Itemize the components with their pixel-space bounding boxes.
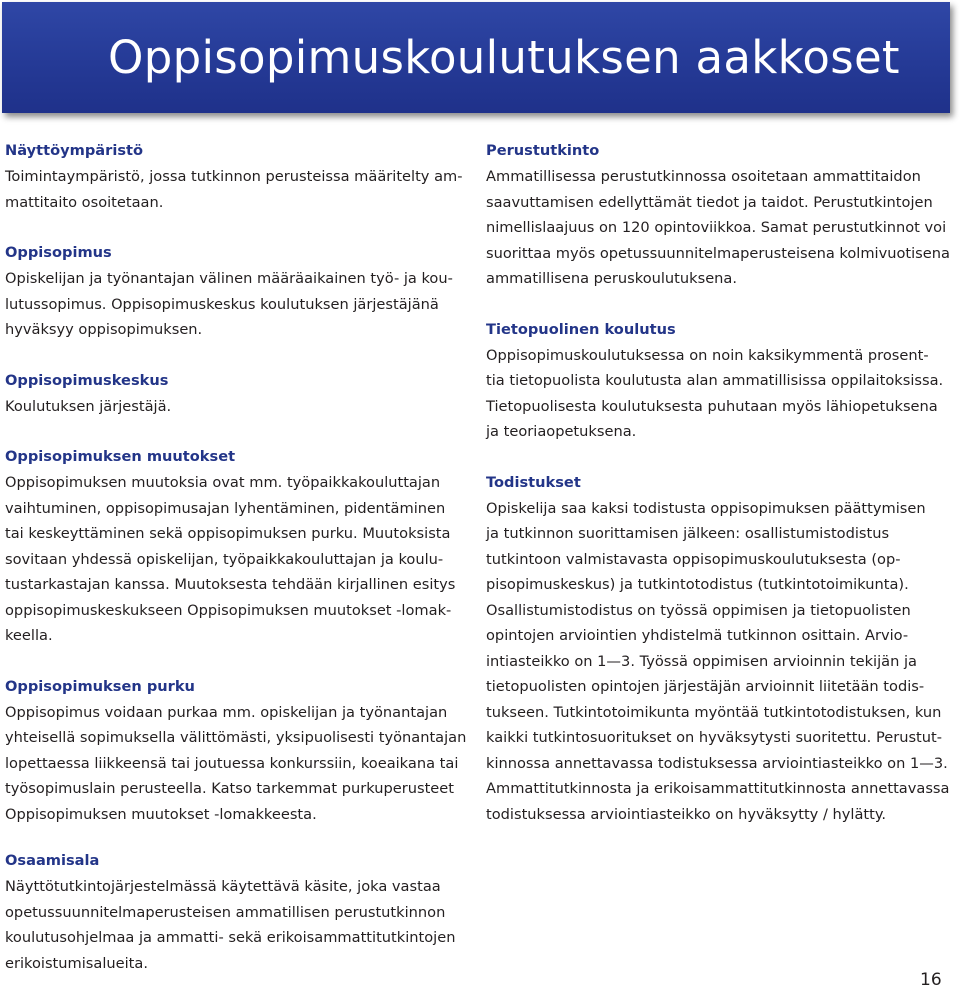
text-line: lutussopimus. Oppisopimuskeskus koulutuksen järjestäjänä bbox=[5, 295, 439, 313]
text-line: lopettaessa liikkeensä tai joutuessa konkurssiin, koeaikana tai bbox=[5, 754, 459, 772]
section-oppisopimuksen-purku bbox=[5, 674, 465, 828]
text-line: nimellislaajuus on 120 opintoviikkoa. Samat perustutkinnot voi bbox=[486, 219, 947, 236]
section-body bbox=[5, 470, 465, 649]
text-line: ammatillisena peruskoulutuksena. bbox=[486, 270, 738, 287]
section-heading: Perustutkinto bbox=[486, 142, 600, 159]
text-line: ja tutkinnon suorittamisen jälkeen: osallistumistodistus bbox=[486, 525, 890, 542]
text-line: saavuttamisen edellyttämät tiedot ja taidot. Perustutkintojen bbox=[486, 193, 933, 211]
section-body bbox=[486, 496, 954, 828]
section-body bbox=[5, 266, 465, 343]
text-line: kaikki tutkintosuoritukset on hyväksytysti suoritettu. Perustut- bbox=[486, 729, 943, 746]
section-oppisopimuksen-muutokset bbox=[5, 444, 465, 649]
text-line: Oppisopimus voidaan purkaa mm. opiskelijan ja työnantajan bbox=[5, 703, 448, 721]
text-line: Opiskelijan ja työnantajan välinen määräaikainen työ- ja kou- bbox=[5, 270, 453, 287]
section-nayttoymparisto bbox=[5, 138, 465, 215]
page-title: Oppisopimuskoulutuksen aakkoset bbox=[108, 31, 900, 84]
text-line: intiasteikko on 1—3. Työssä oppimisen arvioinnin tekijän ja bbox=[486, 652, 917, 670]
section-body bbox=[5, 874, 475, 976]
section-heading: Oppisopimus bbox=[5, 244, 112, 261]
text-line: ja teoriaopetuksena. bbox=[486, 423, 637, 440]
text-line: tustarkastajan kanssa. Muutoksesta tehdään kirjallinen esitys bbox=[5, 576, 456, 593]
text-line: suorittaa myös opetussuunnitelmaperusteisena kolmivuotisena bbox=[486, 244, 950, 262]
section-body bbox=[5, 394, 465, 420]
text-line: opintojen arviointien yhdistelmä tutkinnon osittain. Arvio- bbox=[486, 627, 909, 644]
text-line: Koulutuksen järjestäjä. bbox=[5, 397, 172, 415]
text-line: koulutusohjelmaa ja ammatti- sekä erikoisammattitutkintojen bbox=[5, 929, 456, 946]
text-line: vaihtuminen, oppisopimusajan lyhentäminen, pidentäminen bbox=[5, 499, 446, 517]
section-heading: Oppisopimuskeskus bbox=[5, 371, 169, 389]
section-oppisopimus bbox=[5, 240, 465, 343]
text-line: mattitaito osoitetaan. bbox=[5, 193, 164, 211]
text-line: tietopuolisten opintojen järjestäjän arvioinnit liitetään todis- bbox=[486, 678, 925, 695]
section-body bbox=[5, 164, 465, 215]
text-line: työsopimuslain perusteella. Katso tarkemmat purkuperusteet bbox=[5, 780, 454, 797]
section-heading: Oppisopimuksen purku bbox=[5, 677, 195, 695]
text-line: Oppisopimuksen muutokset -lomakkeesta. bbox=[5, 805, 317, 823]
text-line: Toimintaympäristö, jossa tutkinnon perusteissa määritelty am- bbox=[5, 168, 463, 185]
section-body bbox=[5, 700, 465, 828]
text-line: tutkintoon valmistavasta oppisopimuskoulutuksesta (op- bbox=[486, 550, 901, 568]
section-body bbox=[486, 343, 954, 445]
page-number: 16 bbox=[920, 970, 942, 990]
text-line: opetussuunnitelmaperusteisen ammatillisen perustutkinnon bbox=[5, 903, 446, 921]
title-banner bbox=[2, 2, 950, 113]
section-perustutkinto bbox=[486, 138, 954, 292]
section-oppisopimuskeskus bbox=[5, 368, 465, 420]
section-heading: Todistukset bbox=[486, 473, 581, 491]
text-line: sovitaan yhdessä opiskelijan, työpaikkakouluttajan ja koulu- bbox=[5, 550, 444, 568]
text-line: erikoistumisalueita. bbox=[5, 954, 148, 972]
left-column bbox=[5, 138, 465, 852]
text-line: tia tietopuolista koulutusta alan ammatillisissa oppilaitoksissa. bbox=[486, 372, 944, 389]
text-line: Näyttötutkintojärjestelmässä käytettävä käsite, joka vastaa bbox=[5, 878, 441, 895]
text-line: Oppisopimuskoulutuksessa on noin kaksikymmentä prosent- bbox=[486, 346, 929, 364]
section-osaamisala bbox=[5, 848, 475, 976]
section-heading: Oppisopimuksen muutokset bbox=[5, 448, 236, 465]
text-line: Ammatillisessa perustutkinnossa osoitetaan ammattitaidon bbox=[486, 168, 921, 185]
text-line: oppisopimuskeskukseen Oppisopimuksen muutokset -lomak- bbox=[5, 601, 452, 619]
section-heading: Tietopuolinen koulutus bbox=[486, 320, 676, 338]
text-line: Ammattitutkinnosta ja erikoisammattitutkinnosta annettavassa bbox=[486, 780, 950, 797]
text-line: Osallistumistodistus on työssä oppimisen ja tietopuolisten bbox=[486, 601, 911, 619]
text-line: keella. bbox=[5, 627, 53, 644]
section-heading: Näyttöympäristö bbox=[5, 142, 144, 159]
text-line: tai keskeyttäminen sekä oppisopimuksen purku. Muutoksista bbox=[5, 525, 451, 542]
text-line: tukseen. Tutkintotoimikunta myöntää tutkintotodistuksen, kun bbox=[486, 703, 942, 721]
text-line: Oppisopimuksen muutoksia ovat mm. työpaikkakouluttajan bbox=[5, 474, 441, 491]
text-line: hyväksyy oppisopimuksen. bbox=[5, 321, 203, 338]
text-line: kinnossa annettavassa todistuksessa arviointiasteikko on 1—3. bbox=[486, 754, 948, 772]
text-line: todistuksessa arviointiasteikko on hyväksytty / hylätty. bbox=[486, 805, 887, 823]
right-column bbox=[486, 138, 954, 852]
text-line: Opiskelija saa kaksi todistusta oppisopimuksen päättymisen bbox=[486, 499, 926, 517]
text-line: pisopimuskeskus) ja tutkintotodistus (tutkintotoimikunta). bbox=[486, 576, 909, 593]
section-body bbox=[486, 164, 954, 292]
section-heading: Osaamisala bbox=[5, 852, 100, 869]
text-line: Tietopuolisesta koulutuksesta puhutaan myös lähiopetuksena bbox=[486, 397, 938, 415]
text-line: yhteisellä sopimuksella välittömästi, yksipuolisesti työnantajan bbox=[5, 729, 467, 746]
section-tietopuolinen-koulutus bbox=[486, 317, 954, 445]
section-todistukset bbox=[486, 470, 954, 828]
